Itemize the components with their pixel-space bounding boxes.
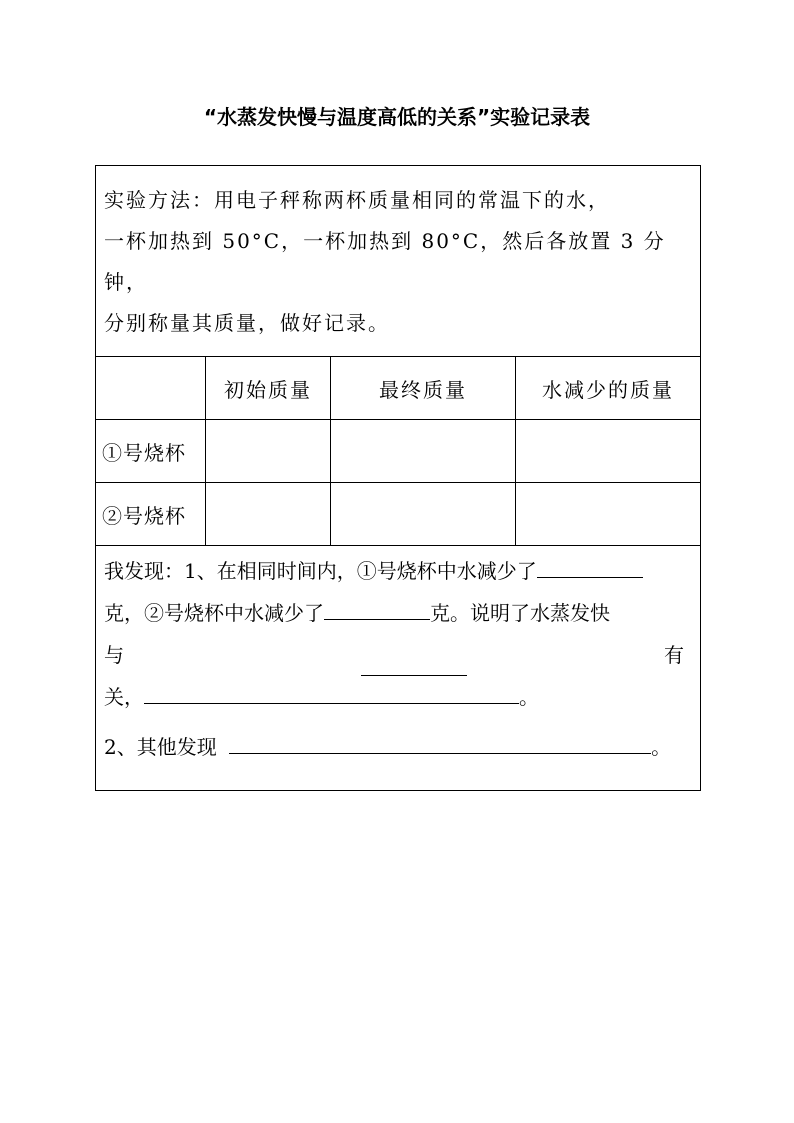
row-label-beaker-1: ①号烧杯: [96, 420, 206, 483]
finding-4-prefix: 关，: [104, 685, 144, 709]
finding-3-left: 与: [104, 643, 124, 667]
finding-line-5: [104, 726, 700, 768]
header-empty: [96, 357, 206, 420]
method-cell: [96, 166, 701, 357]
blank-beaker-2-loss[interactable]: [324, 597, 430, 620]
finding-line-2: [104, 592, 700, 634]
finding-5-suffix: 。: [651, 735, 672, 759]
cell-beaker-1-final[interactable]: [331, 420, 516, 483]
row-label-beaker-2: ②号烧杯: [96, 483, 206, 546]
header-initial-mass: 初始质量: [206, 357, 331, 420]
finding-3-right: 有: [664, 643, 685, 667]
cell-beaker-1-initial[interactable]: [206, 420, 331, 483]
finding-4-suffix: 。: [519, 685, 539, 709]
finding-2-part1: 克，②号烧杯中水减少了: [104, 601, 324, 625]
finding-line-1: [104, 550, 700, 592]
finding-line-3: [104, 634, 700, 676]
findings-cell: [96, 546, 701, 791]
finding-2-part2: 克。说明了水蒸发快: [430, 601, 610, 625]
blank-other-findings[interactable]: [229, 731, 651, 754]
header-final-mass: 最终质量: [331, 357, 516, 420]
blank-beaker-1-loss[interactable]: [537, 555, 643, 578]
record-table: [95, 165, 701, 791]
cell-beaker-1-loss[interactable]: [516, 420, 701, 483]
finding-1-prefix: 我发现：1、在相同时间内，①号烧杯中水减少了: [104, 559, 537, 583]
method-line-3: 分别称量其质量，做好记录。: [104, 311, 390, 335]
table-row: [96, 420, 701, 483]
finding-5-prefix: 2、其他发现: [104, 735, 217, 759]
cell-beaker-2-loss[interactable]: [516, 483, 701, 546]
cell-beaker-2-final[interactable]: [331, 483, 516, 546]
table-header-row: [96, 357, 701, 420]
blank-conclusion[interactable]: [144, 681, 519, 704]
header-water-loss: 水减少的质量: [516, 357, 701, 420]
cell-beaker-2-initial[interactable]: [206, 483, 331, 546]
finding-line-4: [104, 676, 700, 718]
method-line-2: 一杯加热到 50°C，一杯加热到 80°C，然后各放置 3 分钟，: [104, 229, 666, 294]
page-title: “水蒸发快慢与温度高低的关系”实验记录表: [203, 105, 591, 129]
table-row: [96, 483, 701, 546]
method-line-1: 实验方法：用电子秤称两杯质量相同的常温下的水，: [104, 188, 610, 212]
blank-factor[interactable]: [361, 653, 467, 676]
